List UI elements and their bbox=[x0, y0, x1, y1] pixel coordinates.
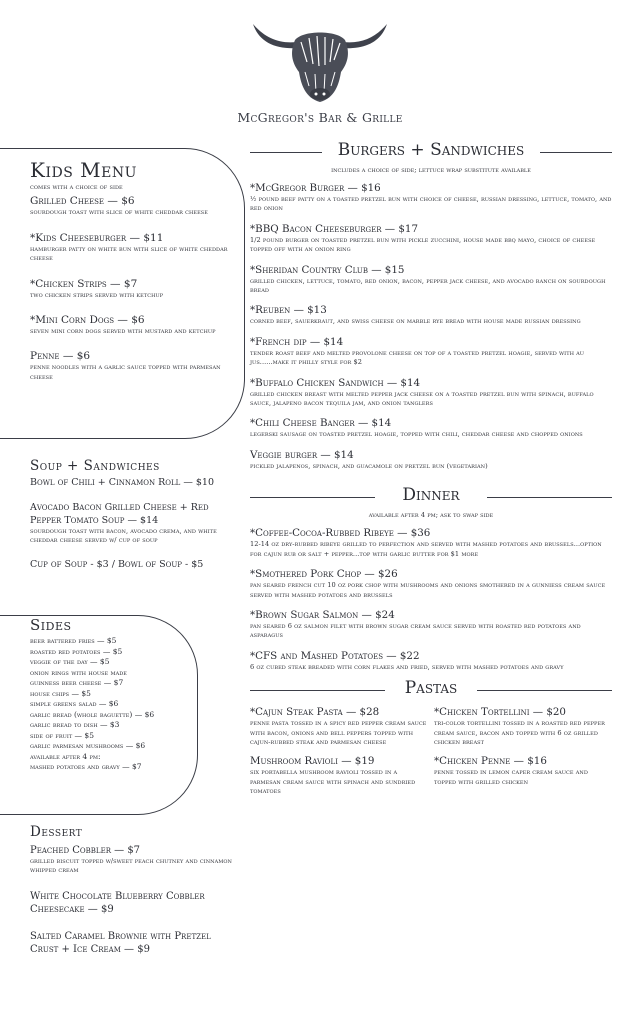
menu-item-desc: six portabella mushroom ravioli tossed in a parmesan cream sauce with spinach and sundried tomatoes bbox=[250, 768, 416, 796]
menu-item bbox=[250, 182, 612, 214]
dinner-subtitle: available after 4 pm; ask to swap side bbox=[368, 511, 494, 520]
soup-title: Soup + Sandwiches bbox=[30, 458, 160, 474]
pasta-column-right bbox=[434, 706, 612, 805]
menu-item bbox=[250, 377, 612, 409]
menu-item-desc: 1/2 pound burger on toasted pretzel bun with pickle zucchini, house made bbq mayo, choice of cheese topped off with an onion ring bbox=[250, 235, 596, 254]
menu-item-desc: penne tossed in lemon caper cream sauce and topped with grilled chicken bbox=[434, 768, 588, 786]
menu-item-desc: pan seared 6 oz salmon filet with brown sugar cream sauce served with roasted red potatoes and asparagus bbox=[250, 621, 581, 640]
menu-item-title: *BBQ Bacon Cheeseburger — $17 bbox=[250, 222, 419, 235]
side-item: side of fruit — $5 bbox=[30, 730, 94, 740]
left-column bbox=[30, 158, 235, 964]
kids-menu-section bbox=[30, 158, 235, 458]
menu-item-desc: 12-14 oz dry-rubbed ribeye grilled to perfection and served with mashed potatoes and brussels...option for cajun rub or salt + pepper...top with garlic butter for $1 more bbox=[250, 540, 602, 558]
menu-item-desc: tender roast beef and melted provolone cheese on top of a toasted pretzel hoagie, served with au jus......make it philly style for $2 bbox=[250, 348, 585, 367]
menu-item bbox=[250, 609, 612, 641]
menu-item-title: Veggie burger — $14 bbox=[250, 448, 354, 461]
menu-item-title: Penne — $6 bbox=[30, 350, 91, 363]
highland-cow-logo-icon bbox=[245, 12, 395, 107]
menu-item-title: *Smothered Pork Chop — $26 bbox=[250, 568, 398, 581]
menu-item-title: *Chili Cheese Banger — $14 bbox=[250, 417, 392, 430]
kids-menu-subtitle: comes with a choice of side bbox=[30, 183, 123, 191]
side-item: roasted red potatoes — $5 bbox=[30, 646, 123, 656]
menu-item-desc: sourdough toast with slice of white cheddar cheese bbox=[30, 208, 208, 217]
dinner-title: Dinner bbox=[402, 485, 460, 506]
menu-item bbox=[434, 706, 612, 747]
menu-item-title: Bowl of Chili + Cinnamon Roll — $10 bbox=[30, 477, 215, 488]
divider bbox=[477, 690, 612, 691]
burgers-header bbox=[250, 140, 612, 164]
soup-section bbox=[30, 458, 235, 616]
menu-item bbox=[30, 314, 235, 336]
menu-item-title: Cup of Soup - $3 / Bowl of Soup - $5 bbox=[30, 558, 204, 570]
dessert-title: Dessert bbox=[30, 824, 83, 840]
menu-item bbox=[30, 476, 235, 489]
divider bbox=[540, 152, 612, 153]
menu-item bbox=[250, 417, 612, 439]
menu-item bbox=[30, 558, 235, 571]
pasta-column-left bbox=[250, 706, 428, 805]
kids-menu-title: Kids Menu bbox=[30, 158, 137, 182]
menu-item-title: *Chicken Penne — $16 bbox=[434, 755, 547, 768]
menu-item bbox=[30, 232, 235, 264]
menu-item-title: Avocado Bacon Grilled Cheese + Red Pepper Tomato Soup — $14 bbox=[30, 502, 209, 526]
menu-item-desc: ½ pound beef patty on a toasted pretzel bun with choice of cheese, russian dressing, lettuce, tomato, and red onion bbox=[250, 195, 612, 213]
menu-item-desc: hamburger patty on white bun with slice of white cheddar cheese bbox=[30, 244, 228, 263]
sides-title: Sides bbox=[30, 616, 72, 634]
menu-item bbox=[250, 449, 612, 471]
menu-item-title: *Cajun Steak Pasta — $28 bbox=[250, 706, 380, 719]
menu-item-desc: pan seared french cut 10 oz pork chop with mushrooms and onions smothered in a gunniess cream sauce served with mashed potatoes and brussels bbox=[250, 581, 606, 599]
menu-item-desc: corned beef, sauerkraut, and swiss cheese on marble rye bread with house made russian dressing bbox=[250, 317, 581, 326]
side-item: garlic parmesan mushrooms — $6 bbox=[30, 741, 146, 750]
menu-item-title: Grilled Cheese — $6 bbox=[30, 195, 135, 208]
menu-item-title: *Chicken Tortellini — $20 bbox=[434, 706, 566, 719]
menu-item-title: White Chocolate Blueberry Cobbler Cheesecake — $9 bbox=[30, 890, 205, 915]
menu-item-desc: grilled biscuit topped w/sweet peach chutney and cinnamon whipped cream bbox=[30, 857, 232, 875]
menu-item-desc: penne noodles with a garlic sauce topped with parmesan cheese bbox=[30, 363, 221, 381]
side-item: guinness beer cheese — $7 bbox=[30, 678, 124, 687]
menu-item-desc: grilled chicken, lettuce, tomato, red onion, bacon, pepper jack cheese, and avocado ranch on sourdough bread bbox=[250, 276, 606, 295]
menu-item-title: *CFS and Mashed Potatoes — $22 bbox=[250, 649, 420, 662]
menu-item-title: *Brown Sugar Salmon — $24 bbox=[250, 608, 395, 621]
menu-item bbox=[250, 304, 612, 326]
menu-item bbox=[30, 844, 235, 876]
menu-item bbox=[250, 755, 428, 796]
menu-item-title: Mushroom Ravioli — $19 bbox=[250, 755, 375, 768]
menu-item-title: *Kids Cheeseburger — $11 bbox=[30, 231, 164, 244]
menu-item-title: Peached Cobbler — $7 bbox=[30, 845, 141, 856]
menu-item bbox=[30, 195, 235, 217]
side-item: available after 4 pm: bbox=[30, 751, 101, 761]
menu-item bbox=[250, 264, 612, 296]
menu-item bbox=[30, 930, 235, 956]
side-item: simple greens salad — $6 bbox=[30, 699, 119, 708]
menu-item-desc: grilled chicken breast with melted pepper jack cheese on a toasted pretzel bun with spinach, buffalo sauce, jalapeno bacon tequila jam, and onion tanglers bbox=[250, 389, 594, 408]
side-item: beer battered fries — $5 bbox=[30, 636, 117, 645]
menu-item bbox=[30, 890, 235, 916]
dessert-section bbox=[30, 824, 235, 956]
menu-item-title: *Coffee-Cocoa-Rubbed Ribeye — $36 bbox=[250, 527, 431, 540]
menu-item-desc: seven mini corn dogs served with mustard and ketchup bbox=[30, 327, 216, 336]
pastas-header bbox=[250, 678, 612, 702]
menu-item bbox=[30, 350, 235, 382]
menu-item bbox=[250, 568, 612, 600]
menu-item bbox=[434, 755, 612, 787]
menu-item-title: *Buffalo Chicken Sandwich — $14 bbox=[250, 376, 421, 389]
menu-item bbox=[30, 278, 235, 300]
menu-item-desc: 6 oz cubed steak breaded with corn flakes and fried, served with mashed potatoes and gravy bbox=[250, 662, 564, 671]
side-item: veggie of the day — $5 bbox=[30, 657, 110, 666]
menu-item bbox=[30, 501, 235, 546]
pasta-grid bbox=[250, 706, 612, 805]
menu-item-desc: two chicken strips served with ketchup bbox=[30, 290, 164, 299]
menu-item-title: Salted Caramel Brownie with Pretzel Crust + Ice Cream — $9 bbox=[30, 930, 211, 955]
side-item: onion rings with house made bbox=[30, 667, 127, 677]
side-item: house chips — $5 bbox=[30, 688, 91, 698]
menu-item bbox=[250, 527, 612, 559]
dinner-header bbox=[250, 485, 612, 509]
side-item: mashed potatoes and gravy — $7 bbox=[30, 762, 142, 771]
sides-section bbox=[30, 616, 235, 824]
burgers-title: Burgers + Sandwiches bbox=[337, 140, 525, 160]
brand-name: McGregor's Bar & Grille bbox=[237, 110, 403, 125]
menu-item-desc: sourdough toast with bacon, avocado crema, and white cheddar cheese served w/ cup of soup bbox=[30, 527, 217, 545]
side-item: garlic bread to dish — $3 bbox=[30, 720, 120, 729]
menu-item bbox=[250, 223, 612, 255]
divider bbox=[487, 497, 612, 498]
pastas-title: Pastas bbox=[404, 678, 458, 699]
menu-item-desc: penne pasta tossed in a spicy red pepper cream sauce with bacon, onions and bell peppers topped with cajun-rubbed steak and parmesan cheese bbox=[250, 719, 427, 746]
right-column bbox=[250, 140, 612, 806]
menu-item-title: *McGregor Burger — $16 bbox=[250, 182, 381, 194]
menu-item bbox=[250, 706, 428, 747]
menu-item-title: *Reuben — $13 bbox=[250, 304, 327, 317]
menu-item bbox=[250, 336, 612, 368]
menu-item bbox=[250, 650, 612, 672]
menu-item-desc: pickled jalapenos, spinach, and guacamole on pretzel bun (vegetarian) bbox=[250, 461, 488, 470]
menu-item-title: *French dip — $14 bbox=[250, 335, 344, 348]
side-item: garlic bread (whole baguette) — $6 bbox=[30, 709, 155, 719]
menu-item-title: *Sheridan Country Club — $15 bbox=[250, 263, 405, 276]
menu-item-desc: legerski sausage on toasted pretzel hoagie, topped with chili, cheddar cheese and chopped onions bbox=[250, 430, 583, 439]
burgers-subtitle: includes a choice of side; lettuce wrap substitute available bbox=[331, 166, 531, 174]
menu-item-desc: tri-color tortellini tossed in a roasted red pepper cream sauce, bacon and topped with 6 oz grilled chicken breast bbox=[434, 719, 605, 746]
menu-item-title: *Mini Corn Dogs — $6 bbox=[30, 314, 145, 327]
menu-item-title: *Chicken Strips — $7 bbox=[30, 277, 138, 290]
